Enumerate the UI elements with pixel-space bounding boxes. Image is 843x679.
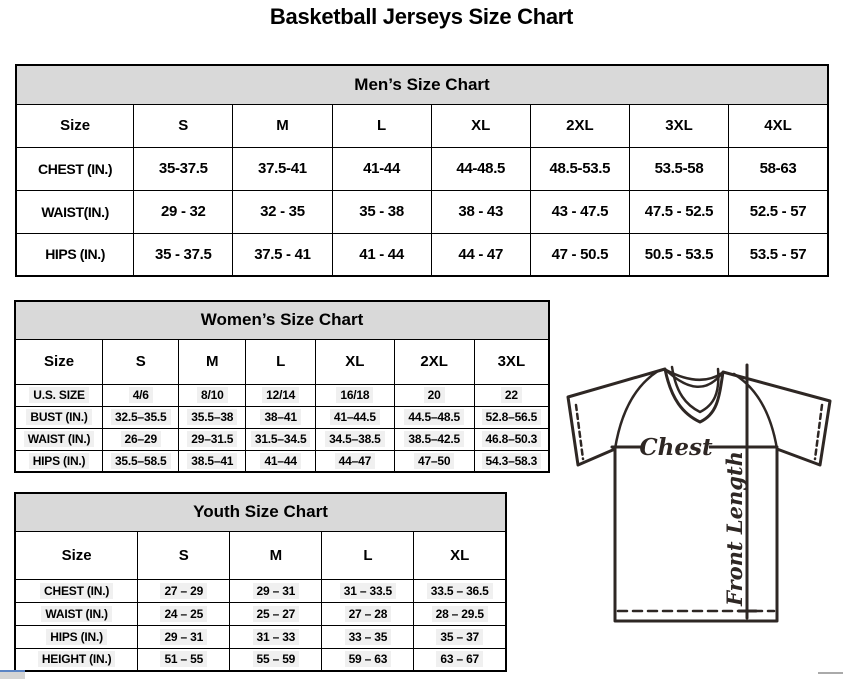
cell: 12/14 xyxy=(246,384,316,406)
cell: 35 - 38 xyxy=(332,190,431,233)
cell: 29 – 31 xyxy=(138,625,230,648)
table-row xyxy=(15,602,506,625)
row-label: WAIST (IN.) xyxy=(15,428,103,450)
table-row xyxy=(16,190,828,233)
cell: 27 – 28 xyxy=(322,602,414,625)
cell: 22 xyxy=(474,384,549,406)
column-header: L xyxy=(322,531,414,579)
row-label: HIPS (IN.) xyxy=(15,625,138,648)
youth-header-row xyxy=(15,531,506,579)
cell: 16/18 xyxy=(316,384,394,406)
cell: 35 – 37 xyxy=(414,625,506,648)
jersey-measurement-diagram xyxy=(555,355,843,640)
column-header: XL xyxy=(316,339,394,384)
mens-header-row xyxy=(16,104,828,147)
cell: 35.5–38 xyxy=(179,406,246,428)
mens-table-header: Men’s Size Chart xyxy=(16,65,828,104)
cell: 44-48.5 xyxy=(431,147,530,190)
column-header: 3XL xyxy=(629,104,728,147)
row-label: HEIGHT (IN.) xyxy=(15,648,138,671)
column-header: L xyxy=(246,339,316,384)
cell: 59 – 63 xyxy=(322,648,414,671)
cell: 33.5 – 36.5 xyxy=(414,579,506,602)
cell: 29–31.5 xyxy=(179,428,246,450)
row-label: WAIST(IN.) xyxy=(16,190,134,233)
column-header: S xyxy=(134,104,233,147)
cell: 53.5-58 xyxy=(629,147,728,190)
cell: 44.5–48.5 xyxy=(394,406,474,428)
cell: 25 – 27 xyxy=(230,602,322,625)
cell: 54.3–58.3 xyxy=(474,450,549,472)
row-label: WAIST (IN.) xyxy=(15,602,138,625)
cell: 51 – 55 xyxy=(138,648,230,671)
cell: 63 – 67 xyxy=(414,648,506,671)
cell: 46.8–50.3 xyxy=(474,428,549,450)
column-header: S xyxy=(138,531,230,579)
page-title: Basketball Jerseys Size Chart xyxy=(269,4,574,29)
table-row xyxy=(15,579,506,602)
cell: 4/6 xyxy=(103,384,179,406)
womens-size-table xyxy=(14,300,550,473)
cell: 41–44.5 xyxy=(316,406,394,428)
youth-table-header: Youth Size Chart xyxy=(15,493,506,531)
cell: 41–44 xyxy=(246,450,316,472)
column-header: 3XL xyxy=(474,339,549,384)
cell: 37.5-41 xyxy=(233,147,332,190)
column-header: S xyxy=(103,339,179,384)
cell: 35-37.5 xyxy=(134,147,233,190)
column-header: 2XL xyxy=(394,339,474,384)
cell: 52.5 - 57 xyxy=(729,190,828,233)
cell: 8/10 xyxy=(179,384,246,406)
cell: 32.5–35.5 xyxy=(103,406,179,428)
cell: 47.5 - 52.5 xyxy=(629,190,728,233)
cell: 31.5–34.5 xyxy=(246,428,316,450)
row-label: U.S. SIZE xyxy=(15,384,103,406)
cell: 48.5-53.5 xyxy=(530,147,629,190)
cell: 41-44 xyxy=(332,147,431,190)
cell: 29 – 31 xyxy=(230,579,322,602)
table-row xyxy=(15,384,549,406)
cell: 53.5 - 57 xyxy=(729,233,828,276)
table-row xyxy=(15,648,506,671)
cell: 33 – 35 xyxy=(322,625,414,648)
cell: 37.5 - 41 xyxy=(233,233,332,276)
cell: 35 - 37.5 xyxy=(134,233,233,276)
column-header: M xyxy=(230,531,322,579)
table-row xyxy=(16,147,828,190)
cell: 32 - 35 xyxy=(233,190,332,233)
cell: 50.5 - 53.5 xyxy=(629,233,728,276)
column-header: L xyxy=(332,104,431,147)
womens-header-row xyxy=(15,339,549,384)
cell: 27 – 29 xyxy=(138,579,230,602)
table-row xyxy=(15,625,506,648)
cell: 34.5–38.5 xyxy=(316,428,394,450)
column-header: 2XL xyxy=(530,104,629,147)
youth-size-table xyxy=(14,492,507,672)
jersey-outline xyxy=(568,369,830,621)
table-row xyxy=(15,450,549,472)
womens-table-header: Women’s Size Chart xyxy=(15,301,549,339)
cell: 20 xyxy=(394,384,474,406)
row-label: CHEST (IN.) xyxy=(15,579,138,602)
cell: 24 – 25 xyxy=(138,602,230,625)
cell: 38–41 xyxy=(246,406,316,428)
cell: 44 - 47 xyxy=(431,233,530,276)
column-header: M xyxy=(233,104,332,147)
cell: 26–29 xyxy=(103,428,179,450)
cell: 47 - 50.5 xyxy=(530,233,629,276)
table-row xyxy=(15,428,549,450)
cell: 58-63 xyxy=(729,147,828,190)
cell: 29 - 32 xyxy=(134,190,233,233)
column-header: 4XL xyxy=(729,104,828,147)
cell: 31 – 33 xyxy=(230,625,322,648)
edge-artifact-right xyxy=(818,672,843,674)
edge-artifact-left xyxy=(0,670,25,679)
cell: 38 - 43 xyxy=(431,190,530,233)
cell: 47–50 xyxy=(394,450,474,472)
row-label: HIPS (IN.) xyxy=(16,233,134,276)
column-header: Size xyxy=(16,104,134,147)
column-header: Size xyxy=(15,531,138,579)
column-header: XL xyxy=(431,104,530,147)
table-row xyxy=(16,233,828,276)
cell: 41 - 44 xyxy=(332,233,431,276)
mens-size-table xyxy=(15,64,829,277)
cell: 38.5–41 xyxy=(179,450,246,472)
column-header: M xyxy=(179,339,246,384)
cell: 44–47 xyxy=(316,450,394,472)
cell: 35.5–58.5 xyxy=(103,450,179,472)
column-header: XL xyxy=(414,531,506,579)
column-header: Size xyxy=(15,339,103,384)
front-length-measure-label: Front Length xyxy=(722,451,747,606)
table-row xyxy=(15,406,549,428)
chest-measure-label: Chest xyxy=(639,434,713,461)
cell: 55 – 59 xyxy=(230,648,322,671)
cell: 52.8–56.5 xyxy=(474,406,549,428)
row-label: BUST (IN.) xyxy=(15,406,103,428)
row-label: CHEST (IN.) xyxy=(16,147,134,190)
cell: 28 – 29.5 xyxy=(414,602,506,625)
cell: 38.5–42.5 xyxy=(394,428,474,450)
cell: 31 – 33.5 xyxy=(322,579,414,602)
cell: 43 - 47.5 xyxy=(530,190,629,233)
row-label: HIPS (IN.) xyxy=(15,450,103,472)
